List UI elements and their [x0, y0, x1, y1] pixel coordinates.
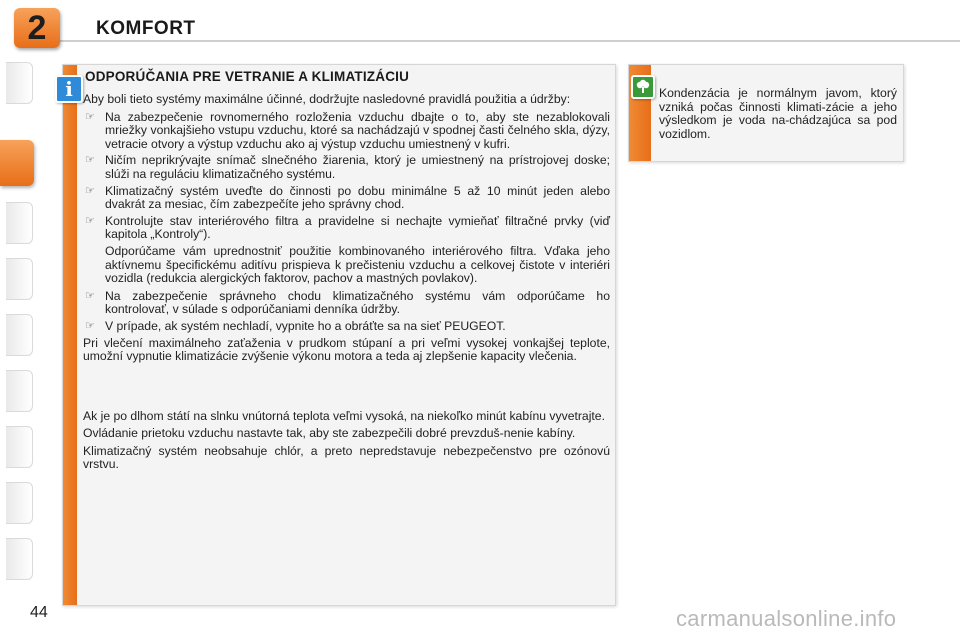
pointing-hand-icon: ☞: [85, 184, 95, 197]
list-item: [83, 154, 610, 181]
chapter-tab-9[interactable]: [6, 538, 33, 580]
list-item-text: Na zabezpečenie rovnomerného rozloženia vzduchu dbajte o to, aby ste nezablokovali mriežky vonkajšieho vstupu vzduchu, ktoré sa nachádzajú v spodnej časti čelného skla, dýzy, vetracie otvory a výstup vzduchu ako aj výstup vzduchu umiestnený v kufri.: [105, 109, 610, 151]
section-title: ODPORÚČANIA PRE VETRANIE A KLIMATIZÁCIU: [85, 69, 410, 84]
chapter-tab-4[interactable]: [6, 258, 33, 300]
watermark: carmanualsonline.info: [676, 606, 897, 631]
recommendations-box: [62, 64, 616, 606]
pointing-hand-icon: ☞: [85, 214, 95, 227]
chapter-tab-3[interactable]: [6, 202, 33, 244]
list-item: [83, 111, 610, 152]
list-item-text: Na zabezpečenie správneho chodu klimatizačného systému vám odporúčame ho kontrolovať, v súlade s odporúčaniami denníka údržby.: [105, 288, 610, 317]
chapter-tabs: [0, 62, 34, 582]
list-item: [83, 215, 610, 242]
filter-recommendation: Odporúčame vám uprednostniť použitie kombinovaného interiérového filtra. Vďaka jeho aktívnemu špecifickému aditívu prispieva k prečisteniu vzduchu a celkovej čistote v interiéri vozidla (redukcia alergických faktorov, pachov a mastných povlakov).: [105, 243, 610, 286]
spacer: [83, 368, 610, 410]
page-header: [0, 0, 960, 52]
condensation-note: Kondenzácia je normálnym javom, ktorý vzniká počas činnosti klimati-zácie a jeho výsledkom je voda na-chádzajúca sa pod vozidlom.: [659, 86, 897, 141]
airflow-paragraph: Ovládanie prietoku vzduchu nastavte tak, aby ste zabezpečili dobré prevzduš-nenie kabíny.: [83, 426, 576, 441]
chapter-tab-8[interactable]: [6, 482, 33, 524]
tree-icon: [631, 75, 655, 99]
list-item: [83, 185, 610, 212]
chapter-tab-6[interactable]: [6, 370, 33, 412]
page-number: 44: [30, 604, 48, 621]
eco-note-box: [628, 64, 904, 162]
box-accent-stripe: [63, 65, 77, 605]
info-icon: i: [55, 75, 83, 103]
chapter-tab-2-active[interactable]: [0, 140, 34, 186]
chapter-number: 2: [27, 8, 47, 47]
chlorine-paragraph: Klimatizačný systém neobsahuje chlór, a preto nepredstavuje nebezpečenstvo pre ozónovú vrstvu.: [83, 443, 610, 472]
list-item-text: Kontrolujte stav interiérového filtra a pravidelne si nechajte vymieňať filtračné prvky (viď kapitola „Kontroly“).: [105, 213, 610, 242]
recommendation-list-2: [83, 290, 610, 334]
pointing-hand-icon: ☞: [85, 154, 95, 167]
recommendation-list: [83, 111, 610, 242]
list-item: [83, 320, 610, 334]
chapter-tab-5[interactable]: [6, 314, 33, 356]
list-item-text: V prípade, ak systém nechladí, vypnite ho a obráťte sa na sieť PEUGEOT.: [105, 318, 506, 333]
chapter-badge: [14, 8, 60, 48]
chapter-tab-7[interactable]: [6, 426, 33, 468]
pointing-hand-icon: ☞: [85, 289, 95, 302]
chapter-title: KOMFORT: [96, 18, 196, 39]
list-item-text: Ničím neprikrývajte snímač slnečného žiarenia, ktorý je umiestnený na prístrojovej doske; slúži na reguláciu klimatizačného systému.: [105, 153, 610, 181]
section-content: [83, 93, 610, 476]
towing-paragraph: Pri vlečení maximálneho zaťaženia v prudkom stúpaní a pri veľmi vysokej vonkajšej teplote, umožní vypnutie klimatizácie zvýšenie výkonu motora a teda aj zlepšenie kapacity vlečenia.: [83, 335, 610, 364]
pointing-hand-icon: ☞: [85, 319, 95, 332]
list-item-text: Klimatizačný systém uveďte do činnosti po dobu minimálne 5 až 10 minút jeden alebo dvakrát za mesiac, čím zabezpečíte jeho správny chod.: [105, 183, 610, 212]
parking-paragraph: Ak je po dlhom státí na slnku vnútorná teplota veľmi vysoká, na niekoľko minút kabínu vyvetrajte.: [83, 408, 605, 423]
intro-paragraph: Aby boli tieto systémy maximálne účinné, dodržujte nasledovné pravidlá použitia a údržby:: [83, 92, 571, 106]
list-item: [83, 290, 610, 317]
chapter-tab-1[interactable]: [6, 62, 33, 104]
pointing-hand-icon: ☞: [85, 110, 95, 123]
